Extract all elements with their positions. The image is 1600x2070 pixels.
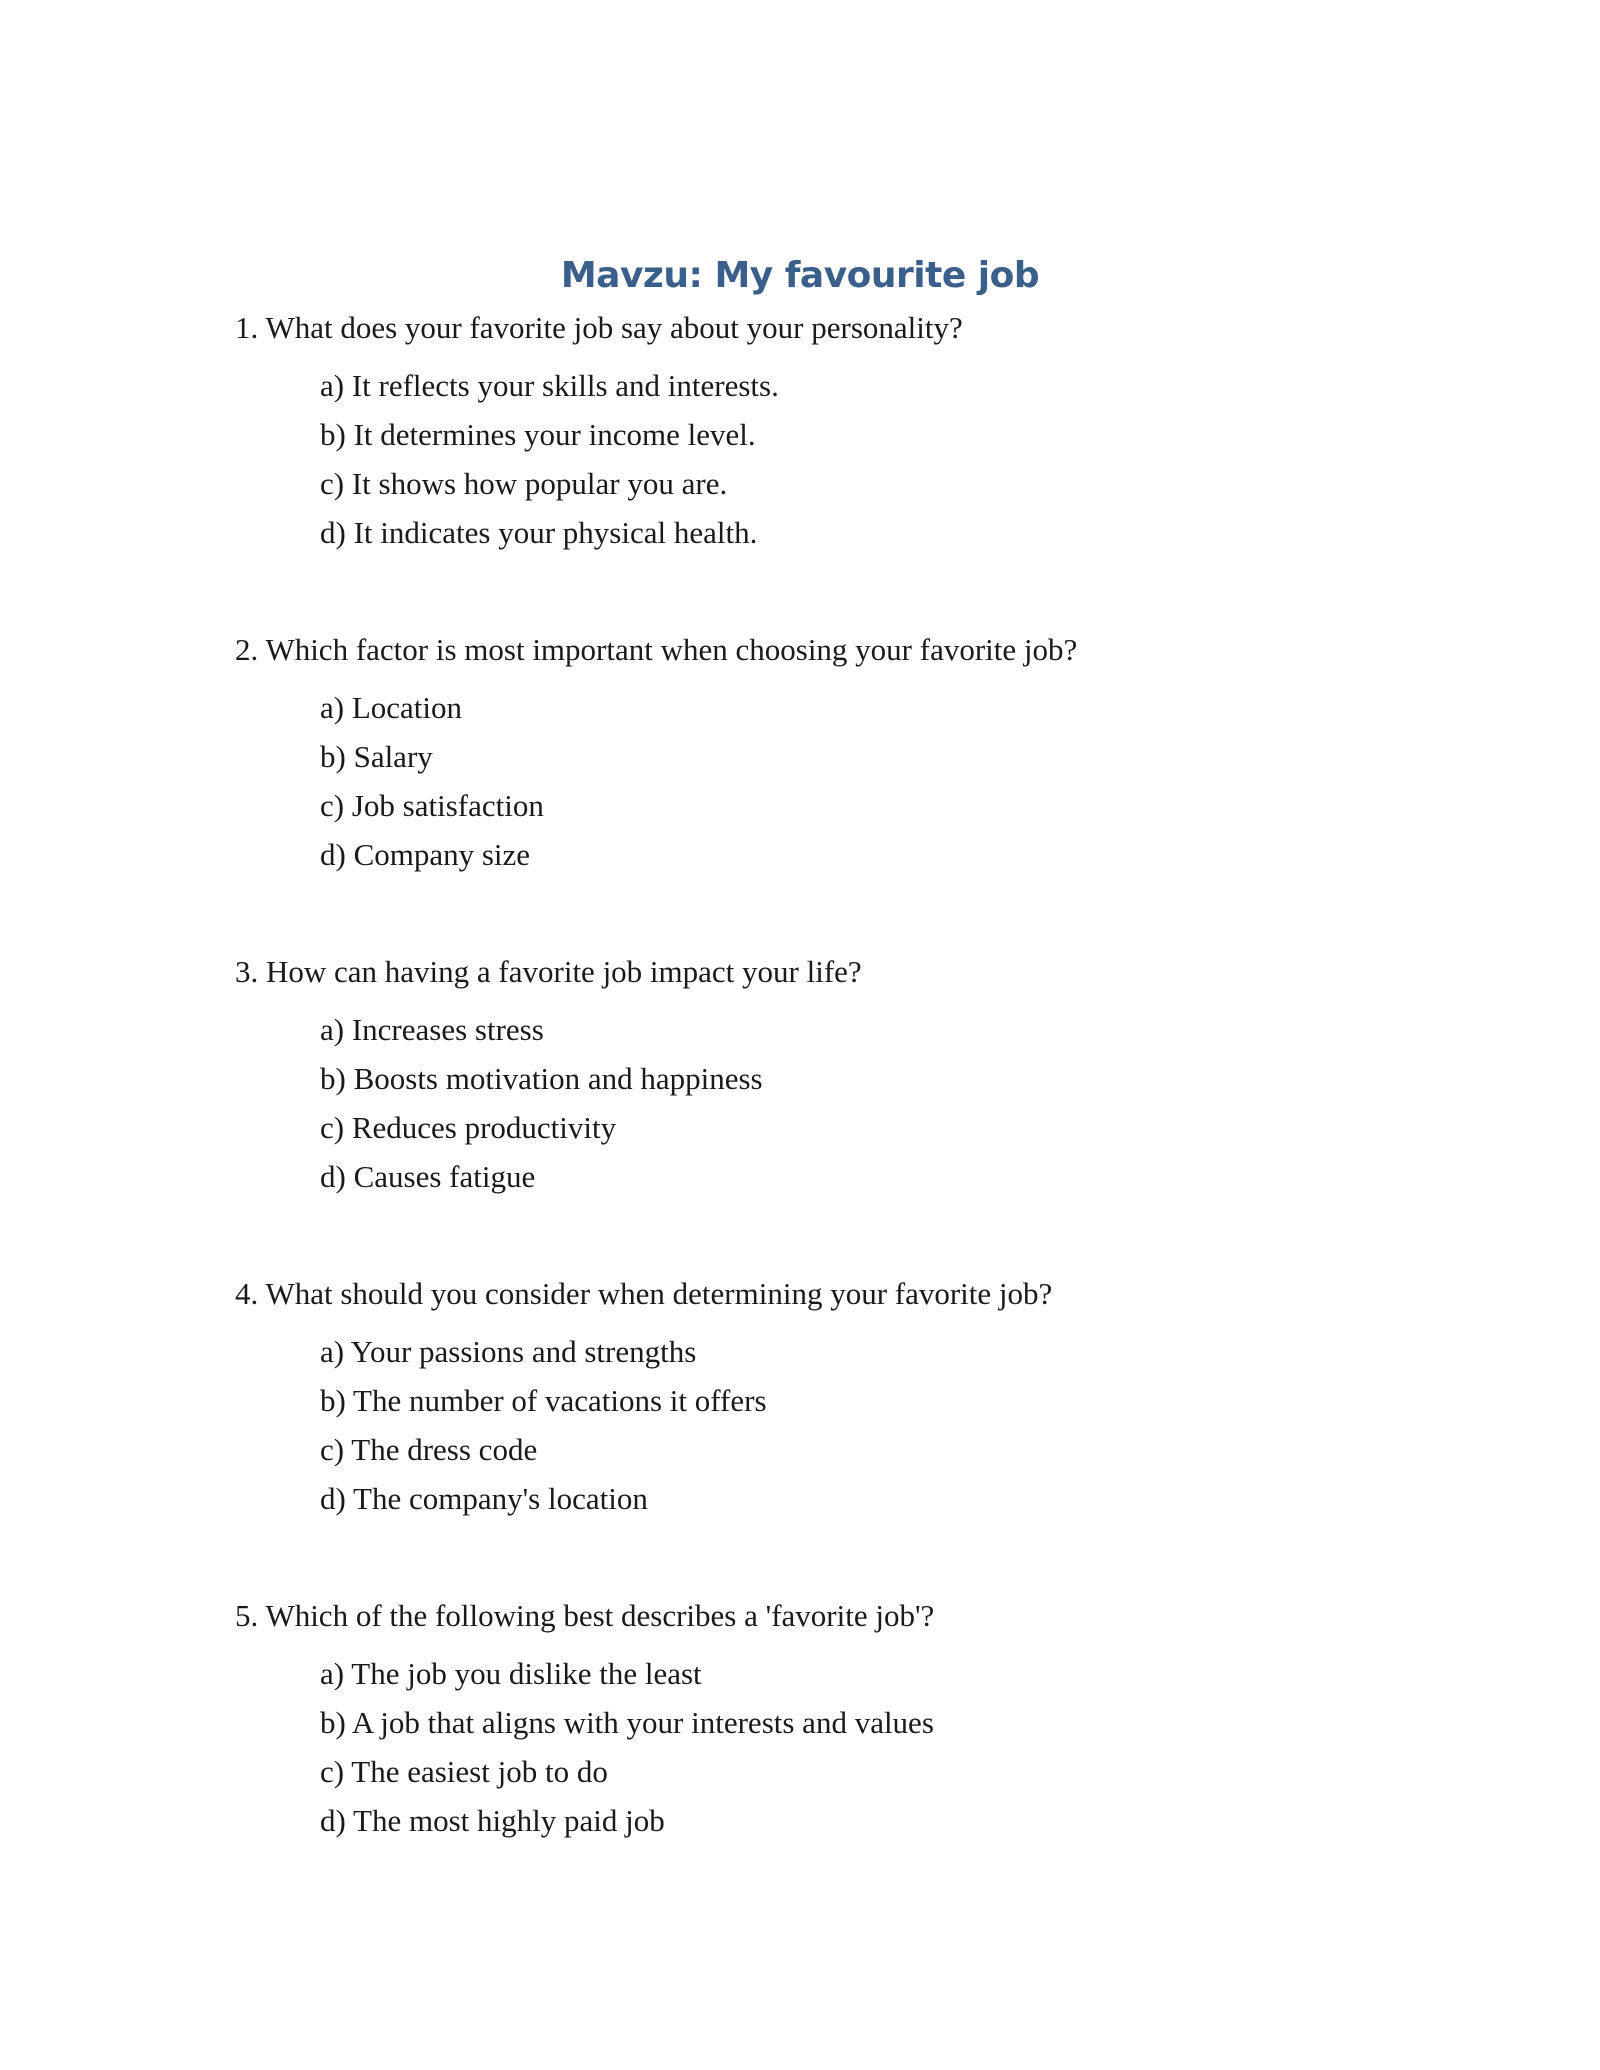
answer-options: [320, 368, 1435, 551]
answer-options: [320, 1334, 1435, 1517]
question-2: [235, 632, 1435, 886]
answer-option-c: c) The dress code: [320, 1432, 538, 1467]
answer-option-c: c) It shows how popular you are.: [320, 466, 728, 501]
answer-option-d: d) The most highly paid job: [320, 1803, 665, 1838]
question-text: 4. What should you consider when determining your favorite job?: [235, 1276, 1053, 1311]
question-text: 1. What does your favorite job say about your personality?: [235, 310, 963, 345]
answer-option-b: b) Salary: [320, 739, 433, 774]
answer-option-a: a) Your passions and strengths: [320, 1334, 697, 1369]
answer-option-a: a) It reflects your skills and interests.: [320, 368, 779, 403]
answer-option-d: d) It indicates your physical health.: [320, 515, 758, 550]
question-1: [235, 310, 1435, 564]
question-3: [235, 954, 1435, 1208]
answer-option-a: a) The job you dislike the least: [320, 1656, 702, 1691]
answer-option-c: c) The easiest job to do: [320, 1754, 608, 1789]
answer-options: [320, 1012, 1435, 1195]
question-text: 2. Which factor is most important when choosing your favorite job?: [235, 632, 1078, 667]
answer-option-b: b) The number of vacations it offers: [320, 1383, 767, 1418]
question-5: [235, 1598, 1435, 1852]
answer-option-d: d) The company's location: [320, 1481, 648, 1516]
answer-option-b: b) It determines your income level.: [320, 417, 756, 452]
question-text: 3. How can having a favorite job impact your life?: [235, 954, 862, 989]
answer-option-d: d) Causes fatigue: [320, 1159, 536, 1194]
answer-option-c: c) Reduces productivity: [320, 1110, 617, 1145]
answer-option-b: b) Boosts motivation and happiness: [320, 1061, 763, 1096]
answer-option-b: b) A job that aligns with your interests and values: [320, 1705, 934, 1740]
document-title: Mavzu: My favourite job: [560, 255, 1040, 296]
answer-option-c: c) Job satisfaction: [320, 788, 544, 823]
answer-options: [320, 690, 1435, 873]
answer-option-d: d) Company size: [320, 837, 531, 872]
question-4: [235, 1276, 1435, 1530]
answer-option-a: a) Increases stress: [320, 1012, 544, 1047]
answer-option-a: a) Location: [320, 690, 463, 725]
answer-options: [320, 1656, 1435, 1839]
question-text: 5. Which of the following best describes a 'favorite job'?: [235, 1598, 935, 1633]
